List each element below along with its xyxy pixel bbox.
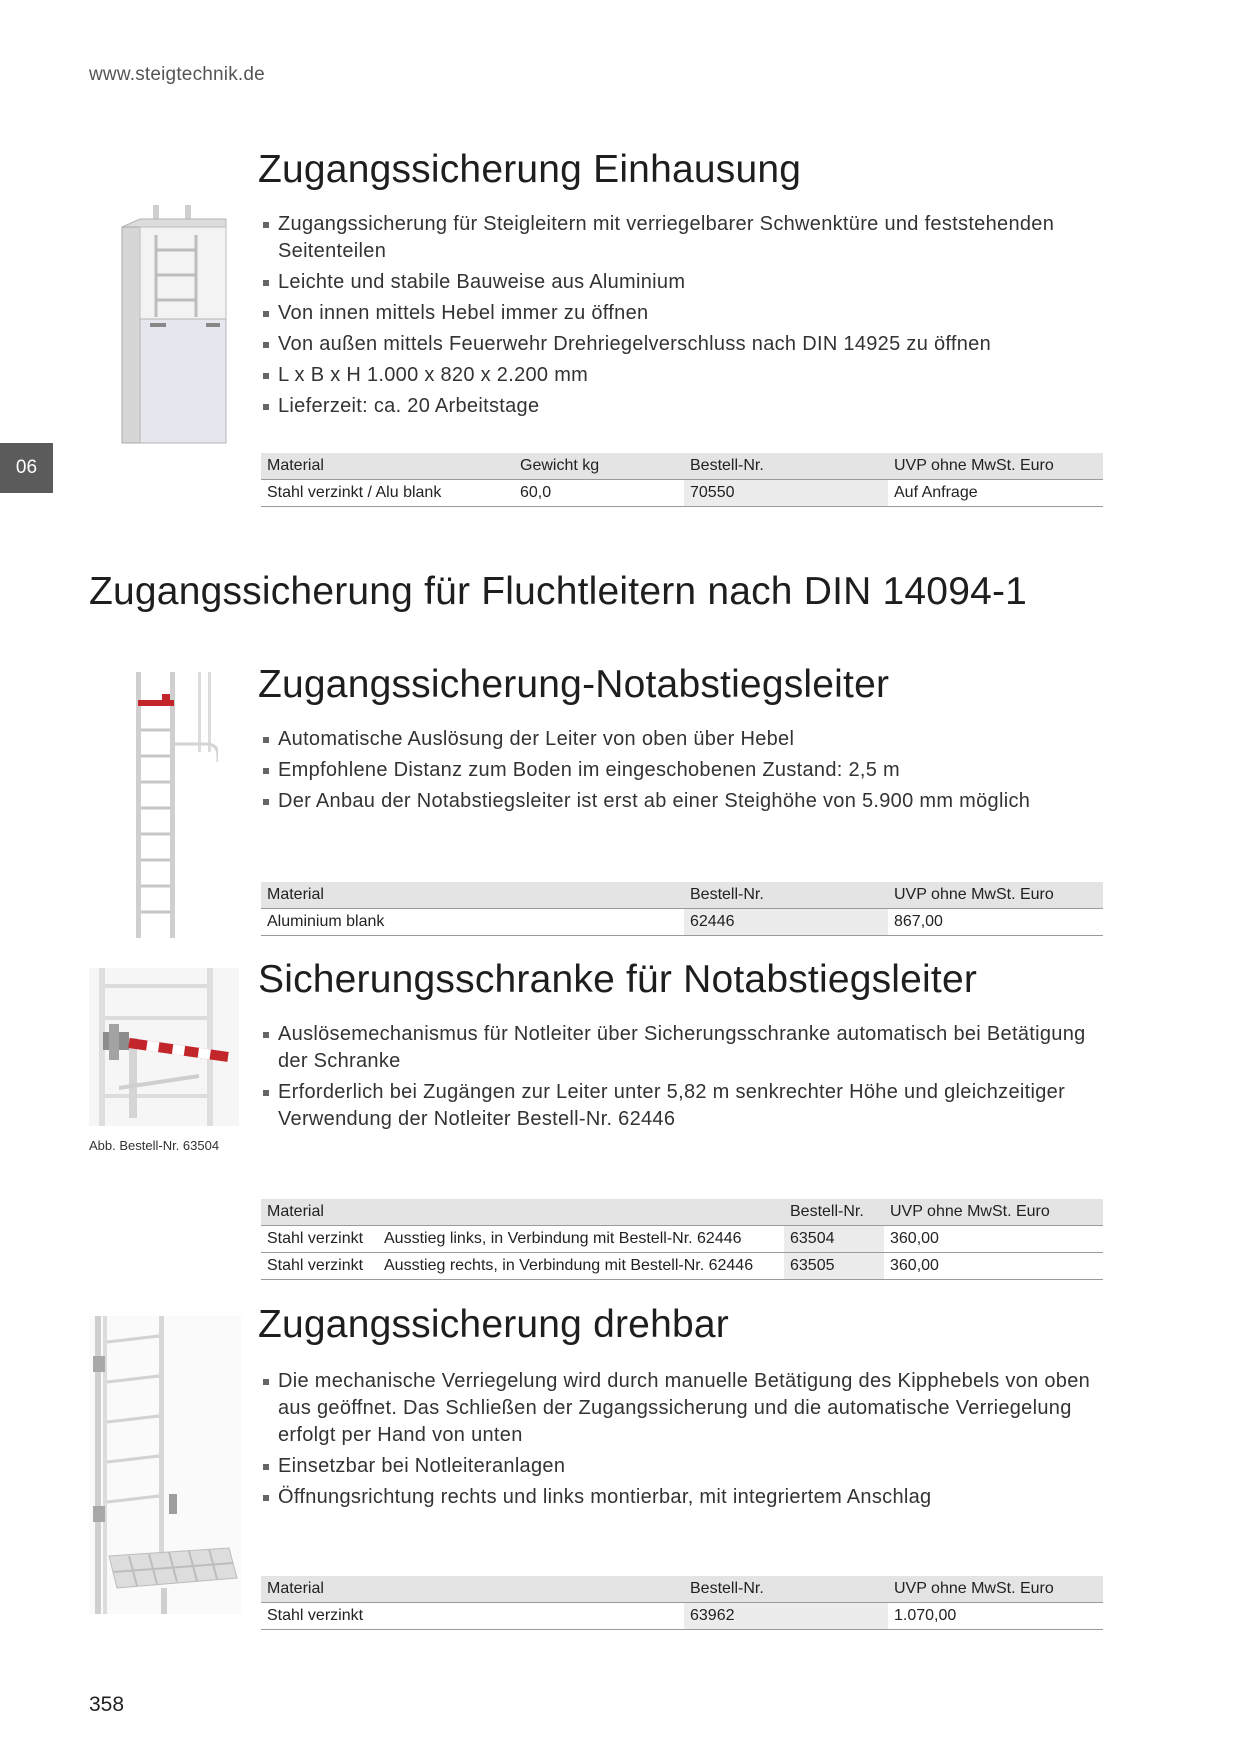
table-cell: 867,00 (888, 909, 1103, 936)
barrier-product-image (89, 968, 239, 1126)
drehbar-bullets (261, 1368, 1111, 1515)
table-row (261, 909, 1103, 936)
col-header: UVP ohne MwSt. Euro (884, 1199, 1103, 1226)
col-header: Bestell-Nr. (684, 882, 888, 909)
table-cell: Stahl verzinkt (261, 1253, 378, 1280)
einhausung-bullets (261, 211, 1111, 424)
emergency-ladder-image (128, 672, 218, 938)
table-cell: Ausstieg rechts, in Verbindung mit Bestell-Nr. 62446 (378, 1253, 784, 1280)
col-header: UVP ohne MwSt. Euro (888, 453, 1103, 480)
col-header: Material (261, 1199, 378, 1226)
bullet-item: Lieferzeit: ca. 20 Arbeitstage (261, 393, 1111, 420)
einhausung-spec-table (261, 453, 1103, 507)
fluchtleitern-heading: Zugangssicherung für Fluchtleitern nach DIN 14094-1 (89, 570, 1028, 613)
table-cell: Ausstieg links, in Verbindung mit Bestell-Nr. 62446 (378, 1226, 784, 1253)
bullet-item: Einsetzbar bei Notleiteranlagen (261, 1453, 1111, 1480)
rotating-guard-image (89, 1316, 241, 1614)
bullet-item: Empfohlene Distanz zum Boden im eingeschobenen Zustand: 2,5 m (261, 757, 1111, 784)
page-number: 358 (89, 1693, 125, 1716)
table-header-row (261, 453, 1103, 480)
chapter-tab: 06 (0, 443, 53, 493)
col-header: Gewicht kg (514, 453, 684, 480)
bullet-item: Von außen mittels Feuerwehr Drehriegelverschluss nach DIN 14925 zu öffnen (261, 331, 1111, 358)
table-cell: Stahl verzinkt / Alu blank (261, 480, 514, 507)
table-header-row (261, 1199, 1103, 1226)
bullet-item: Von innen mittels Hebel immer zu öffnen (261, 300, 1111, 327)
col-header: UVP ohne MwSt. Euro (888, 1576, 1103, 1603)
einhausung-title: Zugangssicherung Einhausung (258, 148, 802, 191)
table-cell: 70550 (684, 480, 888, 507)
col-header: Bestell-Nr. (784, 1199, 884, 1226)
table-cell: Aluminium blank (261, 909, 684, 936)
table-cell: 1.070,00 (888, 1603, 1103, 1630)
table-header-row (261, 882, 1103, 909)
bullet-item: Die mechanische Verriegelung wird durch manuelle Betätigung des Kipphebels von oben aus geöffnet. Das Schließen der Zugangssicherung und die automatische Verriegelung erfolgt per Hand von unten (261, 1368, 1111, 1449)
table-cell: Auf Anfrage (888, 480, 1103, 507)
sicherungsschranke-title: Sicherungsschranke für Notabstiegsleiter (258, 958, 978, 1001)
notabstiegsleiter-title: Zugangssicherung-Notabstiegsleiter (258, 663, 890, 706)
sicherungsschranke-spec-table (261, 1199, 1103, 1280)
table-cell: 360,00 (884, 1253, 1103, 1280)
table-row (261, 1226, 1103, 1253)
col-header: Bestell-Nr. (684, 453, 888, 480)
table-row (261, 480, 1103, 507)
table-cell: 60,0 (514, 480, 684, 507)
table-cell: Stahl verzinkt (261, 1226, 378, 1253)
col-header: UVP ohne MwSt. Euro (888, 882, 1103, 909)
bullet-item: Öffnungsrichtung rechts und links montierbar, mit integriertem Anschlag (261, 1484, 1111, 1511)
bullet-item: L x B x H 1.000 x 820 x 2.200 mm (261, 362, 1111, 389)
enclosure-product-image (118, 205, 230, 445)
col-header: Material (261, 1576, 684, 1603)
table-cell: 62446 (684, 909, 888, 936)
table-cell: 63504 (784, 1226, 884, 1253)
col-header: Material (261, 453, 514, 480)
table-row (261, 1253, 1103, 1280)
col-header: Material (261, 882, 684, 909)
bullet-item: Der Anbau der Notabstiegsleiter ist erst ab einer Steighöhe von 5.900 mm möglich (261, 788, 1111, 815)
drehbar-spec-table (261, 1576, 1103, 1630)
notabstiegsleiter-bullets (261, 726, 1111, 819)
bullet-item: Automatische Auslösung der Leiter von oben über Hebel (261, 726, 1111, 753)
drehbar-title: Zugangssicherung drehbar (258, 1303, 729, 1346)
table-row (261, 1603, 1103, 1630)
bullet-item: Leichte und stabile Bauweise aus Aluminium (261, 269, 1111, 296)
notabstiegsleiter-spec-table (261, 882, 1103, 936)
col-header (378, 1199, 784, 1226)
website-url: www.steigtechnik.de (89, 64, 265, 85)
table-cell: 360,00 (884, 1226, 1103, 1253)
table-cell: 63505 (784, 1253, 884, 1280)
table-cell: 63962 (684, 1603, 888, 1630)
figure-caption: Abb. Bestell-Nr. 63504 (89, 1138, 220, 1153)
table-cell: Stahl verzinkt (261, 1603, 684, 1630)
bullet-item: Zugangssicherung für Steigleitern mit verriegelbarer Schwenktüre und feststehenden Seitenteilen (261, 211, 1111, 265)
bullet-item: Auslösemechanismus für Notleiter über Sicherungsschranke automatisch bei Betätigung der Schranke (261, 1021, 1111, 1075)
table-header-row (261, 1576, 1103, 1603)
bullet-item: Erforderlich bei Zugängen zur Leiter unter 5,82 m senkrechter Höhe und gleichzeitiger Verwendung der Notleiter Bestell-Nr. 62446 (261, 1079, 1111, 1133)
col-header: Bestell-Nr. (684, 1576, 888, 1603)
sicherungsschranke-bullets (261, 1021, 1111, 1137)
